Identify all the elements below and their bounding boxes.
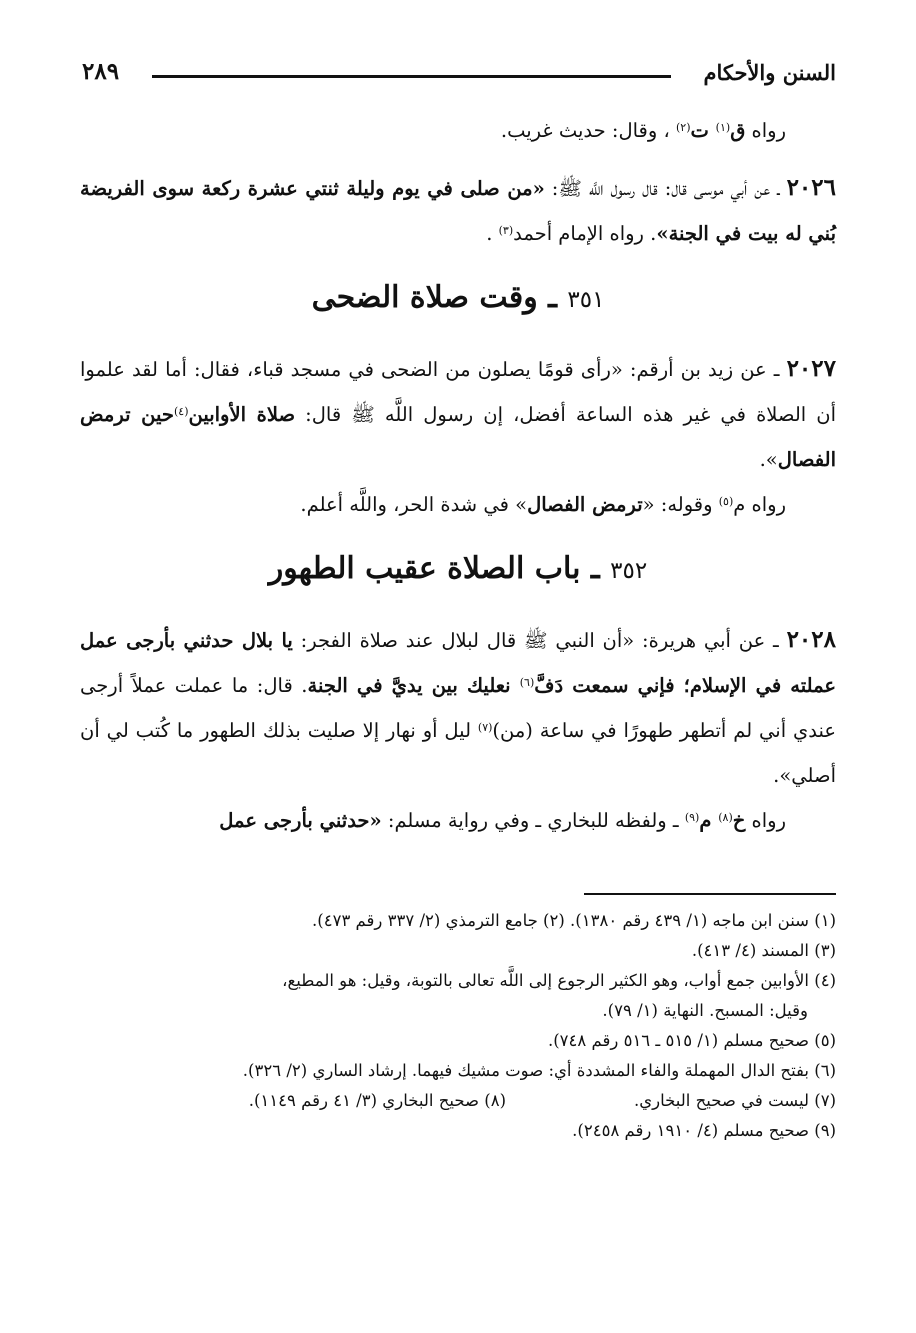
- section-number: ٣٥١: [567, 287, 605, 313]
- hadith-quote: يا بلال حدثني بأرجى عمل عملته في الإسلام؛ فإني سمعت دَفَّ: [80, 629, 837, 697]
- source-abbrev-q: ق: [730, 119, 746, 142]
- text-run: رواه: [745, 119, 786, 142]
- hadith-quote: «حدثني بأرجى عمل: [219, 809, 382, 832]
- section-title: ـ باب الصلاة عقيب الطهور: [268, 551, 611, 586]
- section-heading-351: [80, 272, 836, 326]
- hadith-intro: ـ عن أبي موسى قال: قال رسول اللَّه ﷺ:: [544, 177, 787, 200]
- hadith-quote: نعليك بين يديَّ في الجنة: [307, 674, 520, 697]
- text-run: ».: [759, 448, 778, 471]
- text-run: ، وقال: حديث غريب.: [500, 119, 676, 142]
- text-run: رواه: [745, 809, 786, 832]
- source-abbrev-m: م: [699, 809, 719, 832]
- main-text: [80, 108, 836, 843]
- running-header: [82, 58, 836, 94]
- footnote-ref-4[interactable]: (٤): [173, 405, 189, 418]
- footnote-rule: [584, 893, 836, 895]
- footnote-ref-3[interactable]: (٣): [498, 224, 514, 237]
- hadith-number: ٢٠٢٦: [786, 174, 836, 201]
- source-abbrev-t: ت: [690, 119, 716, 142]
- footnote-9: (٩) صحيح مسلم (٤/ ١٩١٠ رقم ٢٤٥٨).: [572, 1121, 836, 1140]
- hadith-text: . قال: ما عملت عملاً أرجى عندي أني لم أتطهر طهورًا في ساعة (من): [80, 674, 836, 742]
- text-run: رواه م: [733, 493, 786, 516]
- page-number: ٢٨٩: [82, 58, 120, 85]
- footnote-5: (٥) صحيح مسلم (١/ ٥١٥ ـ ٥١٦ رقم ٧٤٨).: [547, 1031, 836, 1050]
- header-rule: [152, 75, 671, 78]
- hadith-text: ليل أو نهار إلا صليت بذلك الطهور ما كُتب لي أن أصلي».: [80, 719, 836, 787]
- footnote-ref-7[interactable]: (٧): [477, 721, 493, 734]
- text-run: .: [486, 222, 499, 245]
- hadith-2025-tail: [80, 108, 836, 153]
- footnote-ref-2[interactable]: (٢): [676, 121, 691, 134]
- footnote-7: (٧) ليست في صحيح البخاري.: [634, 1091, 836, 1110]
- footnote-ref-1[interactable]: (١): [715, 121, 731, 134]
- running-title: السنن والأحكام: [703, 60, 836, 85]
- hadith-2027: [80, 346, 836, 482]
- hadith-quote: «من صلى في يوم وليلة ثنتي عشرة ركعة سوى الفريضة بُني له بيت في الجنة»: [80, 177, 836, 245]
- text-run: وقوله: «: [642, 493, 719, 516]
- spacer: [80, 153, 836, 165]
- footnote-3: (٣) المسند (٤/ ٤١٣).: [691, 941, 836, 960]
- section-heading-352: [80, 543, 836, 597]
- text-run: » في شدة الحر، واللَّه أعلم.: [300, 493, 528, 516]
- hadith-text: ـ عن زيد بن أرقم: «رأى قومًا يصلون من الضحى في مسجد قباء، فقال: أما لقد علموا أن الصلاة في غير هذه الساعة أفضل، إن رسول اللَّه ﷺ قال:: [80, 358, 837, 426]
- footnote-1-2: (١) سنن ابن ماجه (١/ ٤٣٩ رقم ١٣٨٠). (٢) جامع الترمذي (٢/ ٣٣٧ رقم ٤٧٣).: [312, 911, 836, 930]
- section-title: ـ وقت صلاة الضحى: [311, 280, 568, 315]
- hadith-intro: ـ عن أبي هريرة: «أن النبي ﷺ قال لبلال عند صلاة الفجر:: [292, 629, 787, 652]
- source-abbrev-kh: خ: [732, 809, 746, 832]
- footnotes: [80, 906, 836, 1146]
- section-number: ٣٥٢: [610, 558, 648, 584]
- hadith-quote: حين ترمض الفصال: [80, 403, 836, 471]
- quoted-term: ترمض الفصال: [527, 493, 643, 516]
- text-run: ـ ولفظه للبخاري ـ وفي رواية مسلم:: [381, 809, 685, 832]
- hadith-number: ٢٠٢٧: [786, 355, 836, 382]
- hadith-number: ٢٠٢٨: [786, 626, 836, 653]
- footnote-6: (٦) بفتح الدال المهملة والفاء المشددة أي: صوت مشيك فيهما. إرشاد الساري (٢/ ٣٢٦).: [242, 1061, 836, 1080]
- hadith-2028: [80, 617, 836, 798]
- hadith-quote: صلاة الأوابين: [188, 403, 296, 426]
- footnote-ref-6[interactable]: (٦): [519, 676, 535, 689]
- footnote-ref-8[interactable]: (٨): [718, 811, 733, 824]
- hadith-2027-note: [80, 482, 836, 527]
- footnote-ref-9[interactable]: (٩): [684, 811, 700, 824]
- footnote-8: (٨) صحيح البخاري (٣/ ٤١ رقم ١١٤٩).: [248, 1091, 506, 1110]
- footnote-4-line-1: (٤) الأوابين جمع أواب، وهو الكثير الرجوع إلى اللَّه تعالى بالتوبة، وقيل: هو المطيع،: [282, 971, 836, 990]
- footnote-4-line-2: وقيل: المسبح. النهاية (١/ ٧٩).: [602, 1001, 808, 1020]
- footnote-7-8-row: [80, 1086, 836, 1116]
- footnote-ref-5[interactable]: (٥): [718, 495, 734, 508]
- footnote-4: [80, 966, 836, 1026]
- hadith-2028-note: [80, 798, 836, 843]
- hadith-2026: [80, 165, 836, 256]
- hadith-source: . رواه الإمام أحمد: [513, 222, 657, 245]
